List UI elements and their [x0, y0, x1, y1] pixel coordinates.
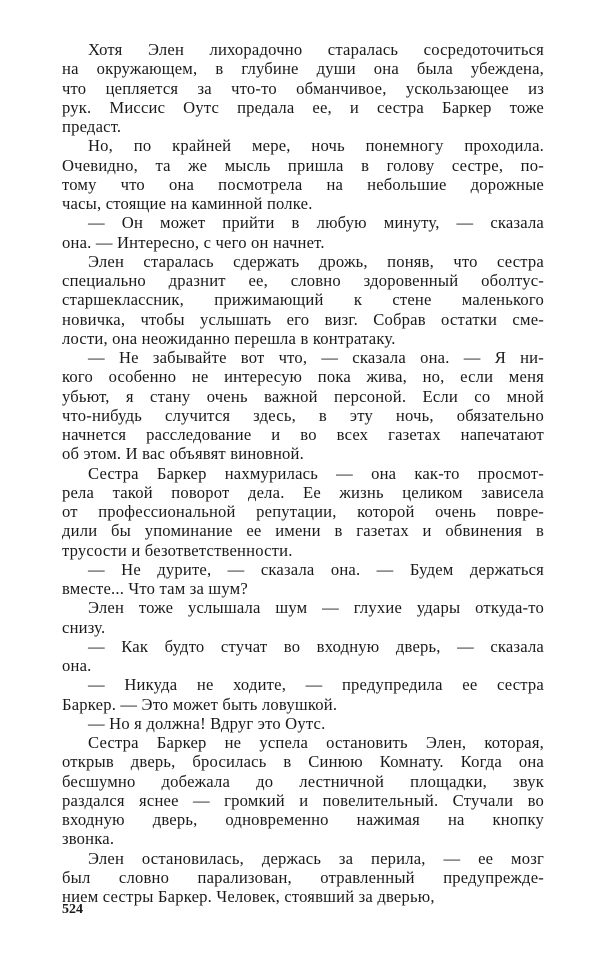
- text-line: лости, она неожиданно перешла в контратаку.: [62, 328, 396, 348]
- paragraph: [62, 675, 544, 714]
- text-line: бесшумно добежала до лестничной площадки, звук: [62, 771, 544, 791]
- paragraph: [62, 714, 544, 733]
- paragraph: [62, 348, 544, 464]
- text-line: старшеклассник, прижимающий к стене маленького: [62, 290, 544, 310]
- text-line: начнется расследование и во всех газетах напечатают: [62, 425, 544, 444]
- paragraph: [62, 136, 544, 213]
- paragraph: [62, 849, 544, 907]
- text-line: Баркер. — Это может быть ловушкой.: [62, 694, 338, 714]
- text-line: раздался яснее — громкий и повелительный. Стучали во: [62, 790, 544, 810]
- text-line: — Но я должна! Вдруг это Оутс.: [88, 713, 326, 733]
- text-line: специально дразнит ее, словно здоровенный оболтус-: [62, 271, 544, 290]
- text-line: Сестра Баркер не успела остановить Элен, которая,: [88, 733, 544, 752]
- text-line: об этом. И вас объявят виновной.: [62, 444, 304, 464]
- paragraph: [62, 40, 544, 136]
- text-line: она.: [62, 656, 92, 675]
- text-line: звонка.: [62, 829, 115, 849]
- text-line: снизу.: [62, 617, 106, 637]
- text-line: что цепляется за что-то обманчивое, ускользающее из: [62, 78, 544, 98]
- text-line: кого особенно не интересую пока жива, но, если меня: [62, 367, 544, 387]
- text-line: новичка, чтобы услышать его визг. Собрав остатки сме-: [62, 309, 544, 329]
- text-line: — Никуда не ходите, — предупредила ее сестра: [88, 675, 544, 695]
- text-line: Элен тоже услышала шум — глухие удары откуда-то: [88, 598, 544, 618]
- text-line: входную дверь, одновременно нажимая на кнопку: [62, 810, 544, 829]
- text-line: нием сестры Баркер. Человек, стоявший за дверью,: [62, 887, 435, 906]
- text-line: был словно парализован, отравленный предупрежде-: [62, 867, 544, 887]
- paragraph: [62, 598, 544, 637]
- text-line: рела такой поворот дела. Ее жизнь целиком зависела: [62, 482, 544, 502]
- text-line: — Не дурите, — сказала она. — Будем держаться: [88, 559, 544, 579]
- text-line: — Не забывайте вот что, — сказала она. — Я ни-: [88, 348, 544, 367]
- page-number: 524: [62, 902, 83, 917]
- text-line: тому что она посмотрела на небольшие дорожные: [62, 174, 544, 194]
- text-line: — Как будто стучат во входную дверь, — сказала: [88, 636, 544, 656]
- page-body-text: [62, 40, 544, 906]
- text-line: Очевидно, та же мысль пришла в голову сестре, по-: [62, 155, 544, 175]
- text-line: от профессиональной репутации, которой очень повре-: [62, 502, 544, 521]
- paragraph: [62, 560, 544, 599]
- paragraph: [62, 464, 544, 560]
- text-line: трусости и безответственности.: [62, 540, 293, 560]
- text-line: предаст.: [62, 117, 122, 136]
- text-line: открыв дверь, бросилась в Синюю Комнату. Когда она: [62, 752, 544, 772]
- text-line: Элен остановилась, держась за перила, — ее мозг: [88, 848, 544, 868]
- text-line: дили бы упоминание ее имени в газетах и обвинения в: [62, 521, 544, 541]
- text-line: на окружающем, в глубине души она была убеждена,: [62, 59, 544, 79]
- text-line: — Он может прийти в любую минуту, — сказала: [88, 213, 544, 233]
- text-line: рук. Миссис Оутс предала ее, и сестра Баркер тоже: [62, 97, 544, 117]
- paragraph: [62, 213, 544, 252]
- paragraph: [62, 252, 544, 348]
- text-line: Хотя Элен лихорадочно старалась сосредоточиться: [88, 40, 544, 59]
- text-line: Но, по крайней мере, ночь понемногу проходила.: [88, 136, 544, 156]
- text-line: она. — Интересно, с чего он начнет.: [62, 232, 325, 252]
- text-line: убьют, я стану очень важной персоной. Если со мной: [62, 386, 544, 406]
- text-line: часы, стоящие на каминной полке.: [62, 194, 313, 213]
- text-line: что-нибудь случится здесь, в эту ночь, обязательно: [62, 405, 544, 425]
- text-line: Сестра Баркер нахмурилась — она как-то просмот-: [88, 463, 544, 483]
- text-line: вместе... Что там за шум?: [62, 579, 248, 598]
- paragraph: [62, 733, 544, 849]
- text-line: Элен старалась сдержать дрожь, поняв, что сестра: [88, 251, 544, 271]
- paragraph: [62, 637, 544, 676]
